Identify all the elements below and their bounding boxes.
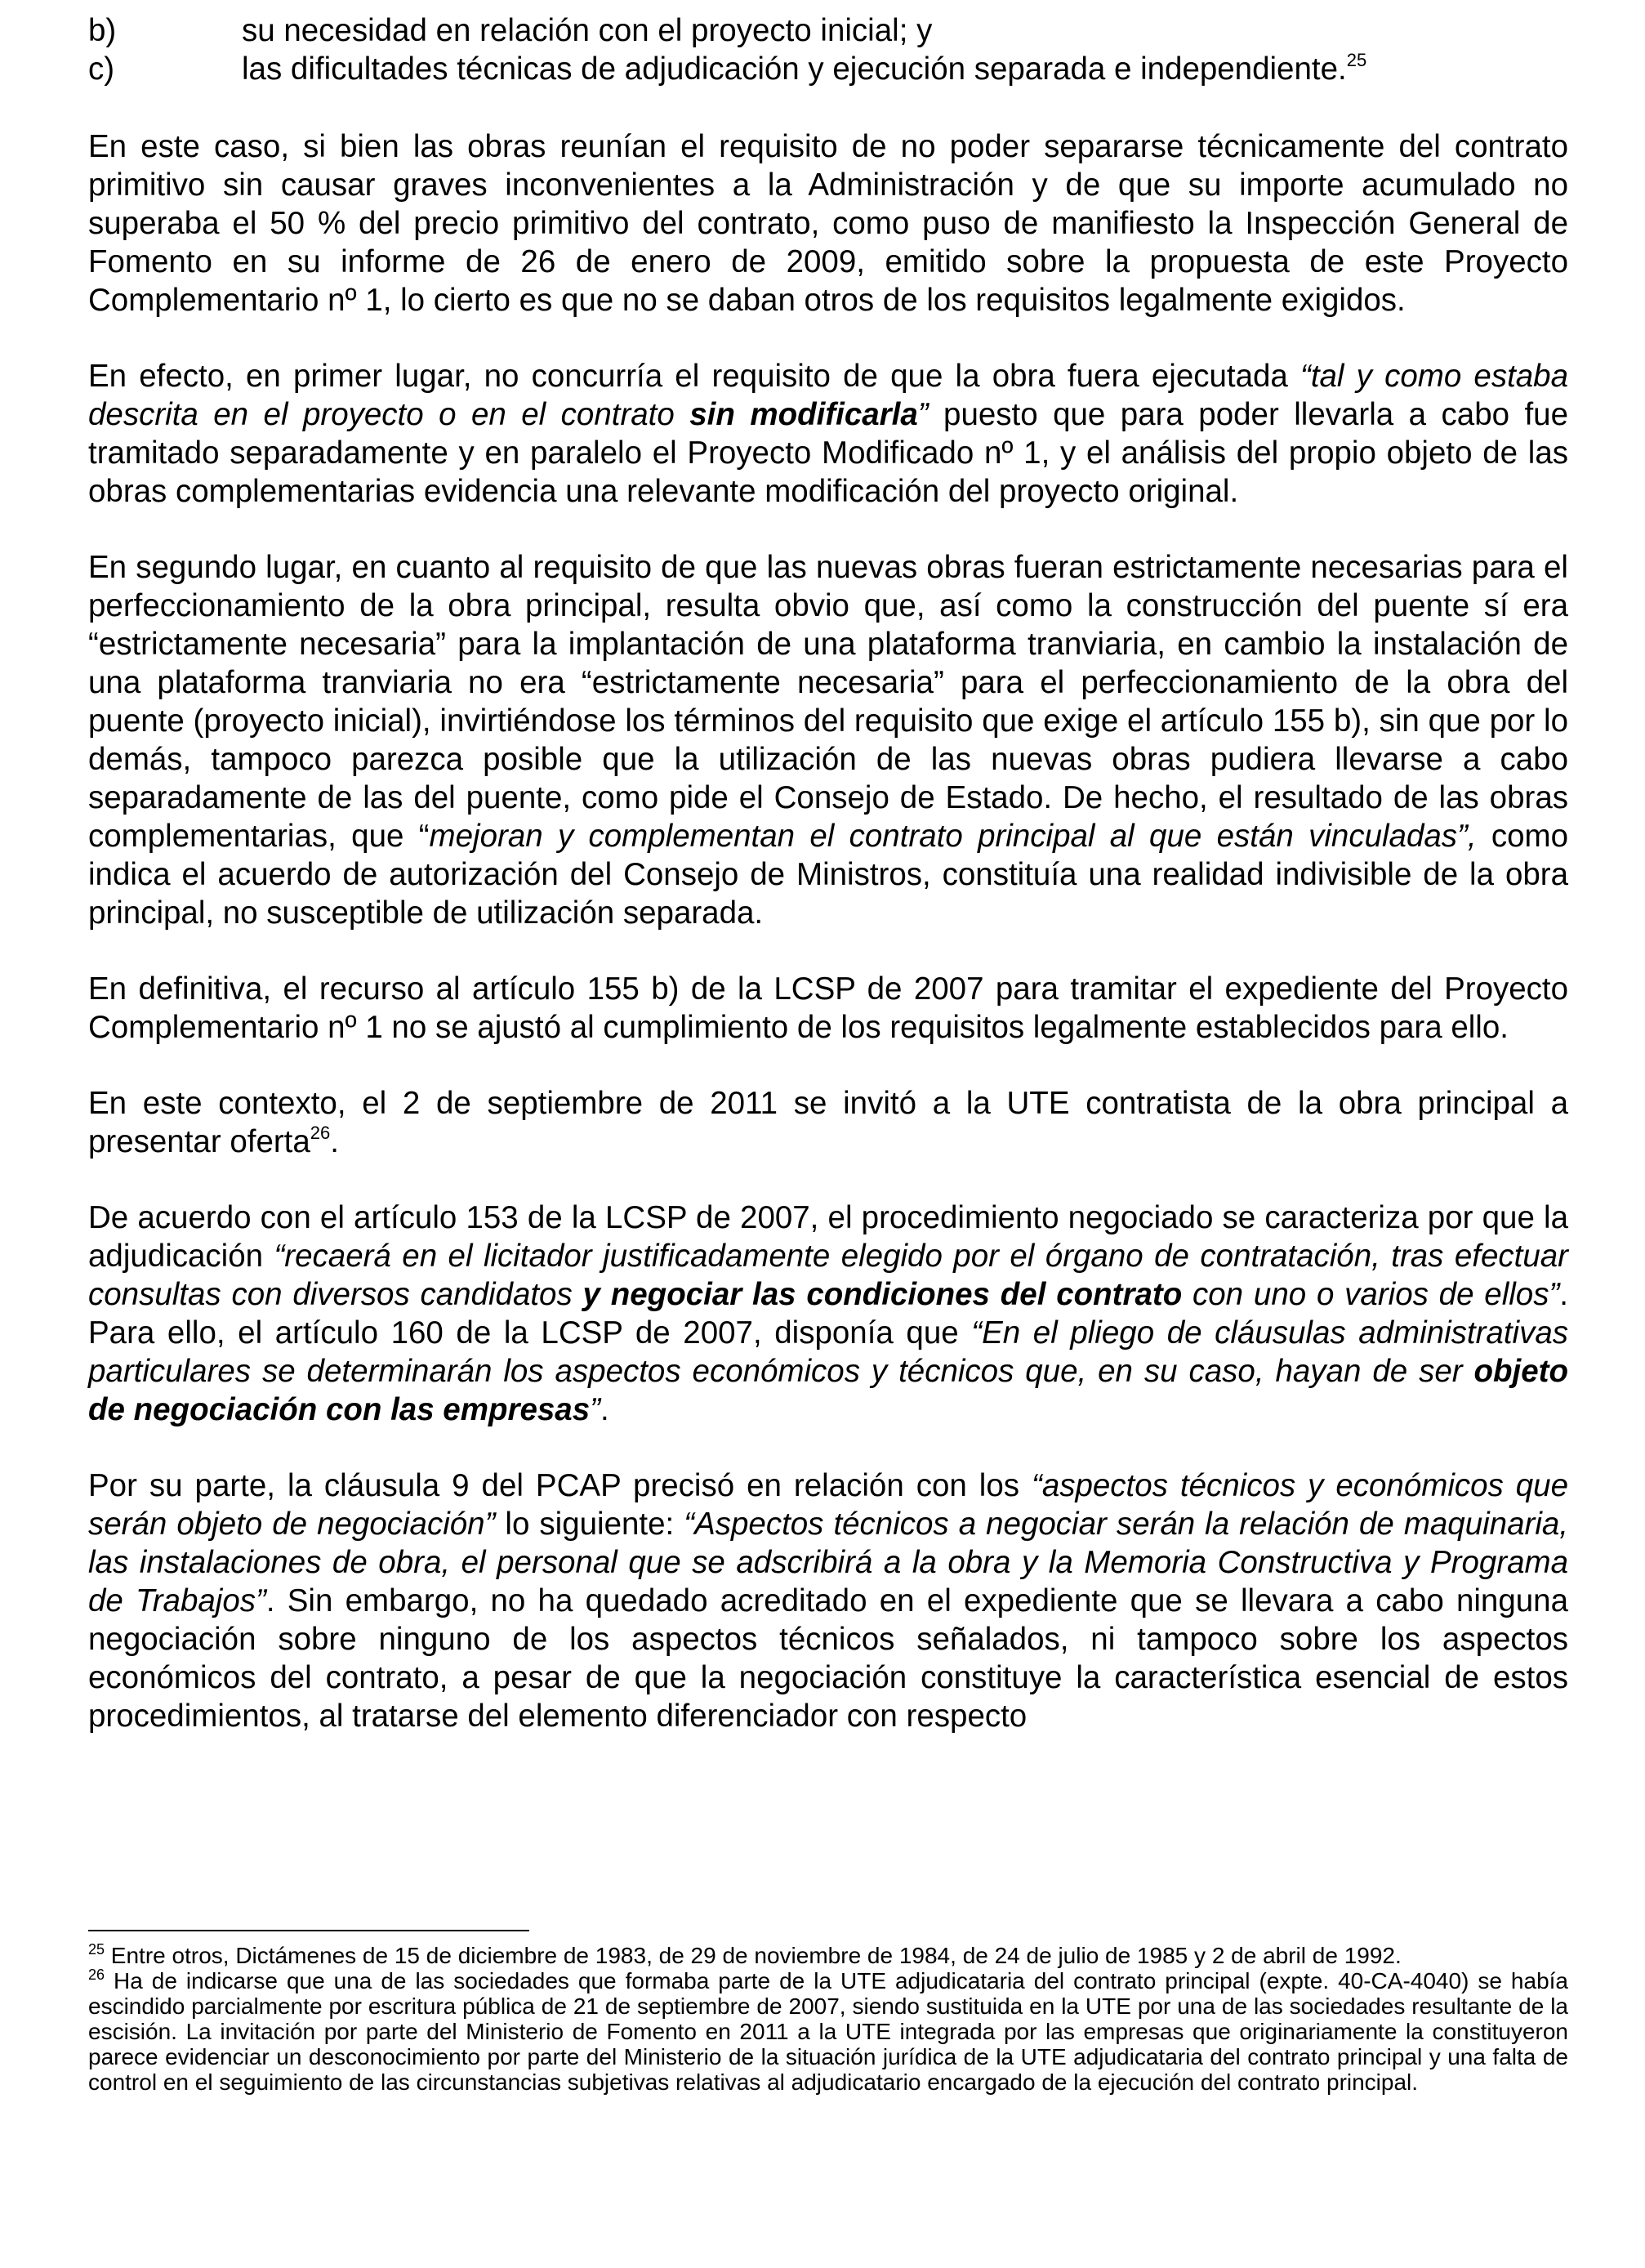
text-run: En este contexto, el 2 de septiembre de 2011 se invitó a la UTE contratista de la obra principal a presentar oferta [88,1086,1568,1159]
text-run: Por su parte, la cláusula 9 del PCAP precisó en relación con los [88,1468,1032,1503]
text-run: . Sin embargo, no ha quedado acreditado en el expediente que se llevara a cabo ninguna negociación sobre ninguno de los aspectos técnicos señalados, ni tampoco sobre los aspectos económicos del contrato, a pesar de que la negociación constituye la característica esencial de estos procedimientos, al tratarse del elemento diferenciador con respecto [88,1583,1568,1734]
italic-text: “recaerá en el licitador justificadamente elegido por el órgano de contratación, tras efectuar consultas con diversos candidatos [88,1239,1568,1312]
emphasis-wrapper [689,397,917,432]
text-run: como indica el acuerdo de autorización del Consejo de Ministros, constituía una realidad indivisible de la obra principal, no susceptible de utilización separada. [88,819,1569,931]
italic-text: “tal y como estaba descrita en el proyecto o en el contrato [88,359,1568,432]
list-item-text: las dificultades técnicas de adjudicación y ejecución separada e independiente.$^{25}$ [242,50,1367,87]
footnote-reference: 26 [310,1123,331,1143]
document-page [88,11,1568,1735]
italic-text: “Aspectos técnicos a negociar serán la relación de maquinaria, las instalaciones de obra, el personal que se adscribirá a la obra y la Memoria Constructiva y Programa de Trabajos” [88,1507,1568,1618]
italic-text: ” [590,1392,600,1427]
text-run: En efecto, en primer lugar, no concurría el requisito de que la obra fuera ejecutada [88,359,1300,394]
text-run: puesto que para poder llevarla a cabo fue tramitado separadamente y en paralelo el Proyecto Modificado nº 1, y el análisis del propio objeto de las obras complementarias evidencia una relevante modificación del proyecto original. [88,397,1568,509]
list-item [88,50,1568,88]
body-text [88,127,1568,1735]
italic-text: con uno o varios de ellos” [1182,1277,1560,1312]
text-run: De acuerdo con el artículo 153 de la LCSP de 2007, el procedimiento negociado se caracteriza por que la adjudicación [88,1200,1568,1274]
footnote-number: 26 [88,1967,105,1983]
italic-text: mejoran y complementan el contrato principal al que están vinculadas”, [429,819,1477,854]
footnote-separator [88,1930,529,1931]
body-paragraph [88,1084,1568,1161]
list-marker: b) [88,13,117,48]
bold-italic-text: objeto de negociación con las empresas [88,1354,1568,1427]
list-item-text: su necesidad en relación con el proyecto inicial; y [242,13,933,48]
italic-text: “En el pliego de cláusulas administrativas particulares se determinarán los aspectos económicos y técnicos que, en su caso, hayan de ser [88,1315,1568,1389]
text-run: En este caso, si bien las obras reunían el requisito de no poder separarse técnicamente del contrato primitivo sin causar graves inconvenientes a la Administración y de que su importe acumulado no superaba el 50 % del precio primitivo del contrato, como puso de manifiesto la Inspección General de Fomento en su informe de 26 de enero de 2009, emitido sobre la propuesta de este Proyecto Complementario nº 1, lo cierto es que no se daban otros de los requisitos legalmente exigidos. [88,129,1568,318]
footnote-number: 25 [88,1941,105,1958]
body-paragraph [88,127,1568,319]
list-marker: c) [88,51,115,87]
footnote [88,1943,1568,1968]
footnote-text: Entre otros, Dictámenes de 15 de diciembre de 1983, de 29 de noviembre de 1984, de 24 de julio de 1985 y 2 de abril de 1992. [105,1943,1402,1968]
list-item [88,11,1568,50]
bold-italic-text: sin modificarla [689,397,918,432]
footnote-reference: 25 [1346,50,1367,70]
body-paragraph [88,1199,1568,1429]
footnote [88,1968,1568,2095]
text-run: En definitiva, el recurso al artículo 155 b) de la LCSP de 2007 para tramitar el expediente del Proyecto Complementario nº 1 no se ajustó al cumplimiento de los requisitos legalmente establecidos para ello. [88,971,1568,1045]
italic-text: “aspectos técnicos y económicos que serán objeto de negociación” [88,1468,1568,1542]
text-run: . Para ello, el artículo 160 de la LCSP de 2007, disponía que [88,1277,1568,1351]
footnote-text: Ha de indicarse que una de las sociedades que formaba parte de la UTE adjudicataria del contrato principal (expte. 40-CA-4040) se había escindido parcialmente por escritura pública de 21 de septiembre de 2007, siendo sustituida en la UTE por una de las sociedades resultante de la escisión. La invitación por parte del Ministerio de Fomento en 2011 a la UTE integrada por las empresas que originariamente la constituyeron parece evidenciar un desconocimiento por parte del Ministerio de la situación jurídica de la UTE adjudicataria del contrato principal y una falta de control en el seguimiento de las circunstancias subjetivas relativas al adjudicatario encargado de la ejecución del contrato principal. [88,1968,1568,2095]
body-paragraph [88,1467,1568,1735]
bold-italic-text: y negociar las condiciones del contrato [582,1277,1183,1312]
text-run: En segundo lugar, en cuanto al requisito de que las nuevas obras fueran estrictamente necesarias para el perfeccionamiento de la obra principal, resulta obvio que, así como la construcción del puente sí era “estrictamente necesaria” para la implantación de una plataforma tranviaria, en cambio la instalación de una plataforma tranviaria no era “estrictamente necesaria” para el perfeccionamiento de la obra del puente (proyecto inicial), invirtiéndose los términos del requisito que exige el artículo 155 b), sin que por lo demás, tampoco parezca posible que la utilización de las nuevas obras pudiera llevarse a cabo separadamente de las del puente, como pide el Consejo de Estado. De hecho, el resultado de las obras complementarias, que “ [88,550,1568,854]
text-run: lo siguiente: [495,1507,684,1542]
italic-text: ” [917,397,929,432]
body-paragraph [88,357,1568,511]
body-paragraph [88,548,1568,932]
text-run: . [600,1392,609,1427]
emphasis-wrapper [583,1277,1183,1312]
body-paragraph [88,970,1568,1047]
requirements-list [88,11,1568,88]
footnotes [88,1943,1568,2095]
text-run: . [330,1124,339,1159]
